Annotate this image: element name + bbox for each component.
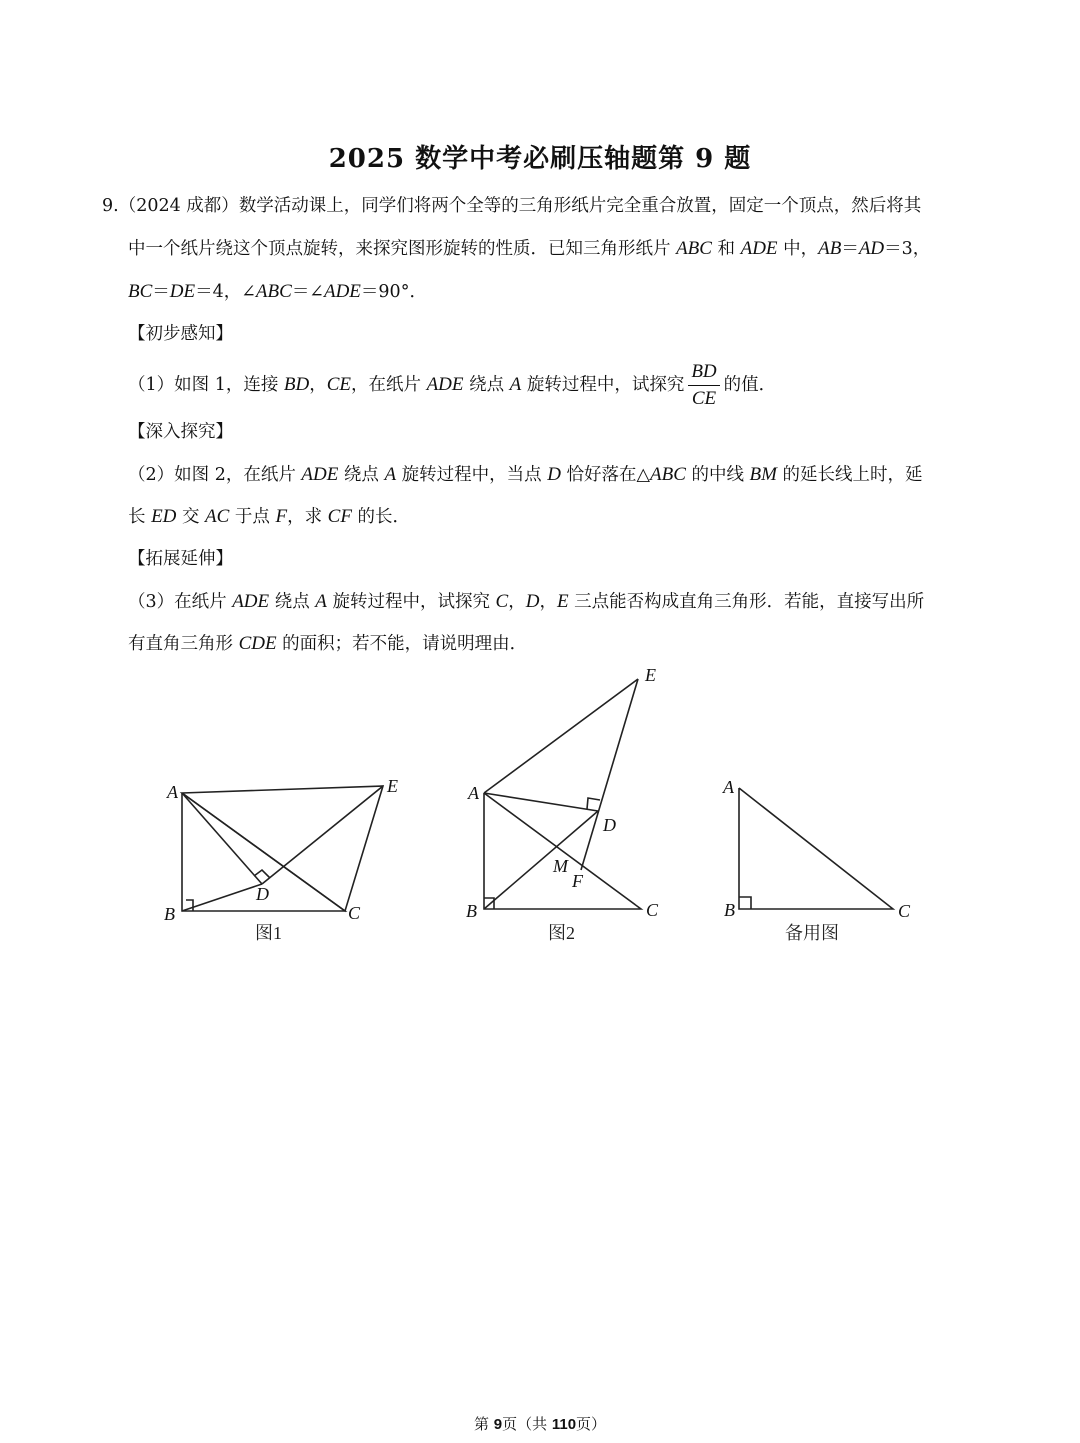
segment-ae-fig2 — [484, 679, 638, 793]
section-heading-3: 【拓展延伸】 — [128, 549, 233, 569]
fig2-label-f: F — [572, 871, 583, 891]
problem-line-3: BC＝DE＝4，∠ABC＝∠ADE＝90°． — [128, 281, 427, 302]
page-footer: 第 9页（共 110页） — [473, 1415, 607, 1433]
segment-de-fig1 — [262, 786, 383, 884]
part-3-line-1: （3）在纸片 ADE 绕点 A 旋转过程中，试探究 C，D，E 三点能否构成直角三角形．若能，直接写出所 — [128, 591, 925, 612]
problem-line-1: 9.（2024 成都）数学活动课上，同学们将两个全等的三角形纸片完全重合放置，固定一个顶点，然后将其 — [102, 196, 922, 216]
fig3-label-c: C — [898, 901, 911, 921]
fig2-label-a: A — [468, 783, 479, 803]
triangle-abc-fig3 — [739, 788, 893, 909]
part-2-line-1: （2）如图 2，在纸片 ADE 绕点 A 旋转过程中，当点 D 恰好落在△ABC 的中线 BM 的延长线上时，延 — [128, 464, 923, 485]
problem-number: 9. — [102, 196, 119, 216]
fig1-label-b: B — [164, 904, 175, 924]
segment-bd-fig1 — [182, 884, 262, 911]
fig2-label-c: C — [646, 900, 659, 920]
part-2-line-2: 长 ED 交 AC 于点 F，求 CF 的长． — [128, 506, 411, 527]
quad-edge-fig1 — [182, 786, 383, 911]
problem-line-2: 中一个纸片绕这个顶点旋转，来探究图形旋转的性质．已知三角形纸片 ABC 和 ADE 中，AB＝AD＝3， — [128, 238, 931, 259]
current-page: 9 — [493, 1416, 503, 1433]
problem-source: （2024 成都） — [118, 196, 239, 216]
segment-ad-fig2 — [484, 793, 598, 811]
figure-3 — [739, 788, 893, 909]
segment-ad-fig1 — [182, 793, 262, 884]
figure-1 — [182, 786, 383, 911]
fig1-label-a: A — [167, 782, 178, 802]
section-heading-1: 【初步感知】 — [128, 324, 233, 344]
fig2-label-b: B — [466, 901, 477, 921]
triangle-abc-fig2 — [484, 793, 641, 909]
total-pages: 110 — [551, 1416, 577, 1433]
segment-bd-fig2 — [484, 811, 598, 909]
fig1-label-c: C — [348, 903, 361, 923]
fraction-bd-ce: $\frac{BD}{CE}$ — [688, 359, 719, 412]
fig1-label-d: D — [256, 884, 269, 904]
section-heading-2: 【深入探究】 — [128, 422, 233, 442]
figures — [0, 660, 1080, 960]
fig2-label-d: D — [603, 815, 616, 835]
fig3-caption: 备用图 — [785, 923, 839, 943]
page-title: 2025 数学中考必刷压轴题第 9 题 — [328, 144, 752, 174]
fig3-label-a: A — [723, 777, 734, 797]
fig2-label-m: M — [553, 856, 568, 876]
right-angle-b-fig3 — [739, 897, 751, 909]
fig1-label-e: E — [387, 776, 398, 796]
part-3-line-2: 有直角三角形 CDE 的面积；若不能，请说明理由． — [128, 633, 528, 654]
fig1-caption: 图1 — [255, 923, 282, 943]
fig3-label-b: B — [724, 900, 735, 920]
part-1: （1）如图 1，连接 BD，CE，在纸片 ADE 绕点 A 旋转过程中，试探究 $\frac{BD}{CE}$ 的值． — [128, 358, 776, 412]
fig2-label-e: E — [645, 665, 656, 685]
right-angle-d-fig2 — [587, 798, 600, 809]
segment-ef-fig2 — [581, 679, 638, 870]
fig2-caption: 图2 — [548, 923, 575, 943]
